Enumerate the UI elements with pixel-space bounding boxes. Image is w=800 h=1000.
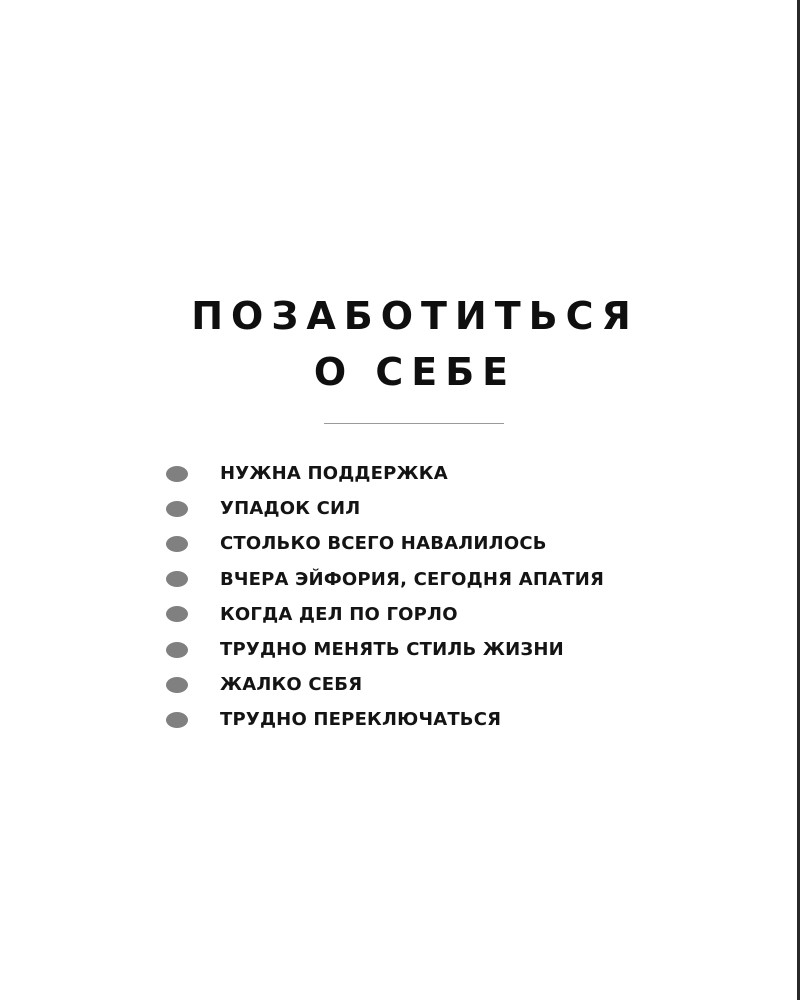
list-item: [166, 702, 604, 737]
bullet-dot-icon: [166, 571, 188, 587]
list-item: [166, 491, 604, 526]
bullet-dot-icon: [166, 501, 188, 517]
list-item: [166, 667, 604, 702]
list-item: [166, 597, 604, 632]
page-title: [0, 288, 800, 400]
list-item-text: ТРУДНО МЕНЯТЬ СТИЛЬ ЖИЗНИ: [220, 639, 564, 661]
bullet-dot-icon: [166, 642, 188, 658]
list-item: [166, 632, 604, 667]
bullet-dot-icon: [166, 536, 188, 552]
page-title-line-1: ПОЗАБОТИТЬСЯ: [191, 294, 639, 338]
list-item-text: СТОЛЬКО ВСЕГО НАВАЛИЛОСЬ: [220, 533, 547, 555]
bullet-dot-icon: [166, 677, 188, 693]
list-item-text: УПАДОК СИЛ: [220, 498, 361, 520]
title-divider: [324, 423, 504, 424]
list-item-text: ЖАЛКО СЕБЯ: [220, 674, 363, 696]
bullet-dot-icon: [166, 466, 188, 482]
list-item: [166, 562, 604, 597]
list-item-text: ВЧЕРА ЭЙФОРИЯ, СЕГОДНЯ АПАТИЯ: [220, 568, 605, 590]
bullet-list: [166, 456, 604, 738]
bullet-dot-icon: [166, 712, 188, 728]
list-item-text: ТРУДНО ПЕРЕКЛЮЧАТЬСЯ: [220, 709, 502, 731]
page-title-line-2: О СЕБЕ: [313, 350, 517, 394]
list-item: [166, 456, 604, 491]
list-item-text: КОГДА ДЕЛ ПО ГОРЛО: [220, 603, 458, 625]
list-item-text: НУЖНА ПОДДЕРЖКА: [220, 463, 448, 485]
bullet-dot-icon: [166, 606, 188, 622]
list-item: [166, 526, 604, 561]
